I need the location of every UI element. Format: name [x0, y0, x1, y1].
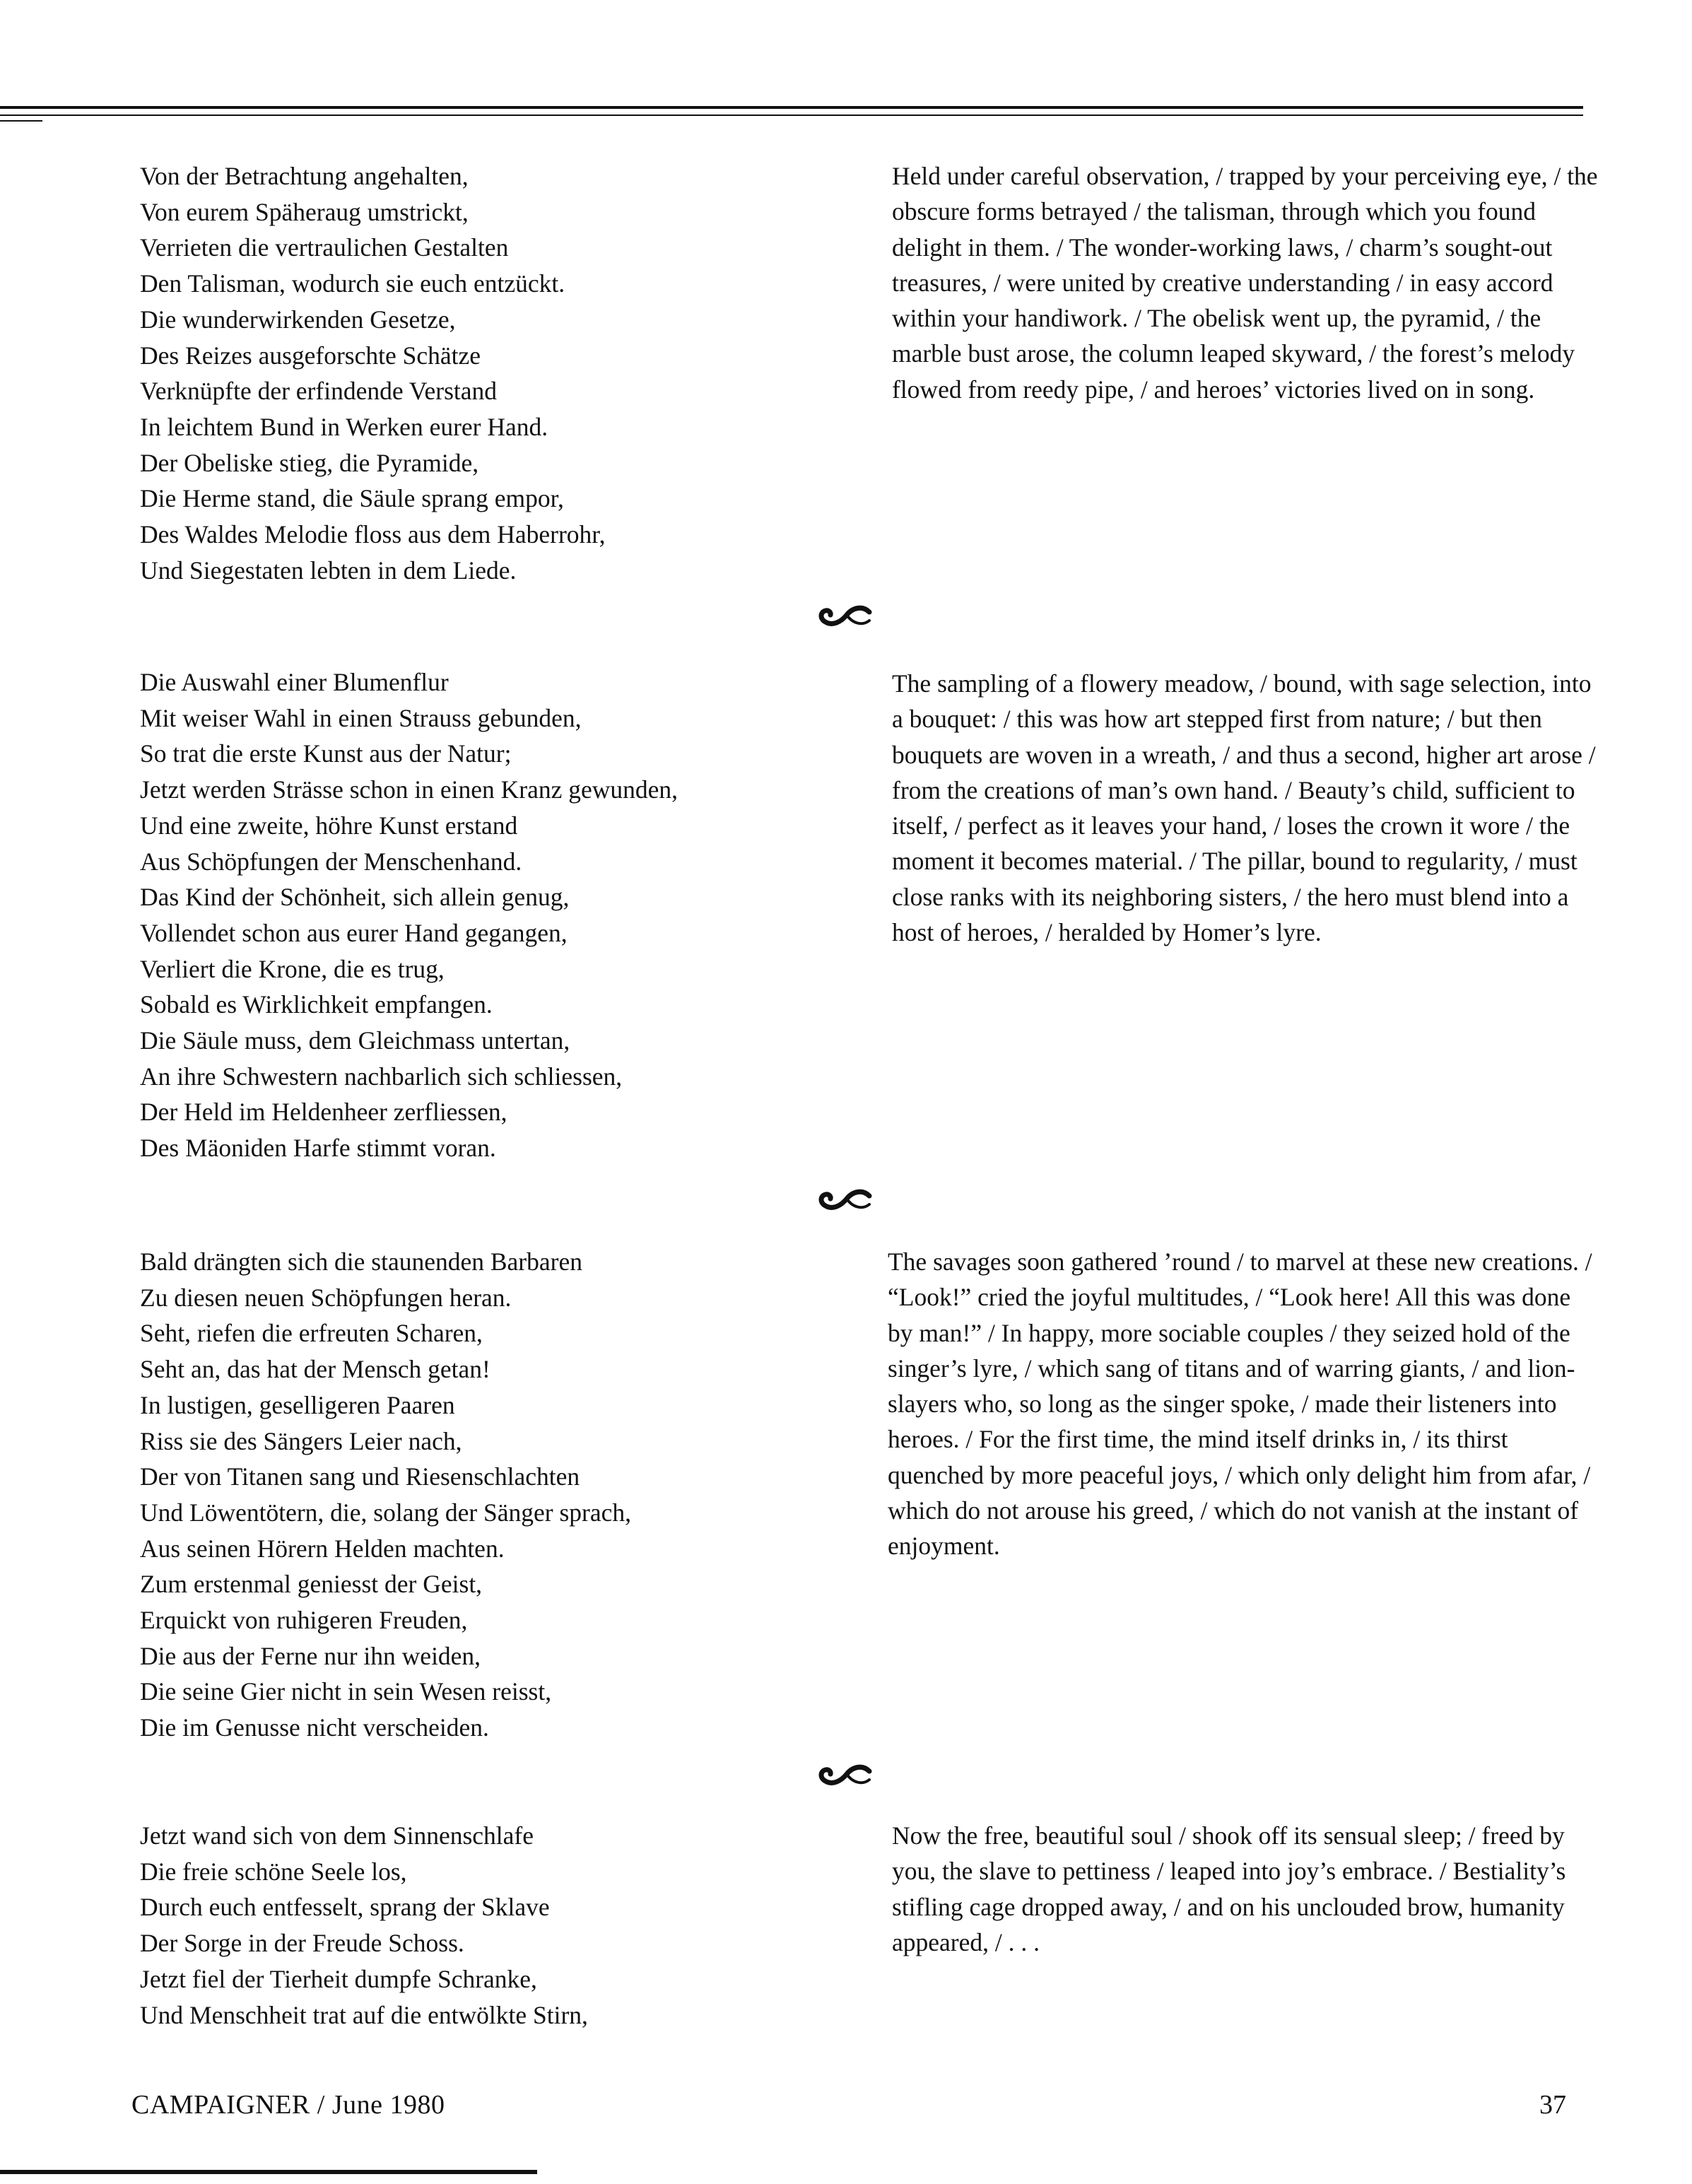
verse-line: Und Siegestaten lebten in dem Liede.: [140, 556, 517, 585]
verse-line: An ihre Schwestern nachbarlich sich schliessen,: [140, 1062, 623, 1091]
page-number: 37: [1539, 2090, 1566, 2120]
verse-line: Der Obeliske stieg, die Pyramide,: [140, 448, 479, 477]
verse-line: Bald drängten sich die staunenden Barbaren: [140, 1247, 582, 1276]
verse-line: Und Menschheit trat auf die entwölkte Stirn,: [140, 2000, 588, 2029]
verse-line: Jetzt fiel der Tierheit dumpfe Schranke,: [140, 1964, 537, 1993]
verse-line: Der Sorge in der Freude Schoss.: [140, 1929, 464, 1958]
verse-line: Riss sie des Sängers Leier nach,: [140, 1426, 462, 1455]
verse-line: Die aus der Ferne nur ihn weiden,: [140, 1641, 481, 1670]
verse-line: Und eine zweite, höhre Kunst erstand: [140, 811, 518, 840]
verse-line: Die Auswahl einer Blumenflur: [140, 668, 449, 696]
publication-footer: CAMPAIGNER / June 1980: [131, 2090, 445, 2120]
verse-line: Die Herme stand, die Säule sprang empor,: [140, 484, 564, 513]
top-rule: [0, 106, 1583, 109]
stanza-1-german: [140, 158, 847, 588]
stanza-4-german: [140, 1818, 847, 2033]
verse-line: Verknüpfte der erfindende Verstand: [140, 377, 498, 406]
stanza-3-english: [888, 1244, 1594, 1564]
verse-line: Den Talisman, wodurch sie euch entzückt.: [140, 269, 565, 298]
verse-line: Vollendet schon aus eurer Hand gegangen,: [140, 918, 568, 947]
verse-line: Die im Genusse nicht verscheiden.: [140, 1713, 489, 1742]
verse-line: Sobald es Wirklichkeit empfangen.: [140, 990, 493, 1019]
verse-line: Aus Schöpfungen der Menschenhand.: [140, 847, 522, 876]
translation-paragraph: Held under careful observation, / trapped by your perceiving eye, / the obscure forms betrayed / the talisman, through which you found delight in them. / The wonder-working laws, / charm’s sought-out treasures, / were united by creative understanding / in easy accord within your handiwork. / The obelisk went up, the pyramid, / the marble bust arose, the column leaped skyward, / the forest’s melody flowed from reedy pipe, / and heroes’ victories lived on in song.: [892, 162, 1598, 404]
verse-line: Und Löwentötern, die, solang der Sänger sprach,: [140, 1498, 632, 1527]
translation-paragraph: Now the free, beautiful soul / shook off its sensual sleep; / freed by you, the slave to pettiness / leaped into joy’s embrace. / Bestiality’s stifling cage dropped away, / and on his unclouded brow, humanity appeared, / . . .: [892, 1821, 1566, 1956]
stanza-2-german: [140, 664, 847, 1166]
verse-line: In lustigen, geselligeren Paaren: [140, 1390, 455, 1419]
verse-line: Zum erstenmal geniesst der Geist,: [140, 1570, 483, 1599]
swash-ornament-icon: [813, 1761, 876, 1792]
verse-line: Das Kind der Schönheit, sich allein genug,: [140, 883, 570, 912]
verse-line: Verrieten die vertraulichen Gestalten: [140, 233, 509, 262]
verse-line: Jetzt wand sich von dem Sinnenschlafe: [140, 1821, 534, 1850]
swash-ornament-icon: [813, 602, 876, 633]
verse-line: Zu diesen neuen Schöpfungen heran.: [140, 1283, 512, 1312]
stanza-1-english: [892, 158, 1599, 407]
verse-line: Verliert die Krone, die es trug,: [140, 954, 445, 983]
verse-line: Der von Titanen sang und Riesenschlachten: [140, 1462, 580, 1491]
bottom-rule: [0, 2170, 537, 2174]
top-rule-stub: [0, 120, 42, 122]
stanza-3-german: [140, 1244, 847, 1746]
verse-line: So trat die erste Kunst aus der Natur;: [140, 739, 512, 768]
translation-paragraph: The sampling of a flowery meadow, / bound, with sage selection, into a bouquet: / this was how art stepped first from nature; / but then bouquets are woven in a wreath, / and thus a second, higher art arose / from the creations of man’s own hand. / Beauty’s child, sufficient to itself, / perfect as it leaves your hand, / loses the crown it wore / the moment it becomes material. / The pillar, bound to regularity, / must close ranks with its neighboring sisters, / the hero must blend into a host of heroes, / heralded by Homer’s lyre.: [892, 669, 1596, 947]
verse-line: Des Waldes Melodie floss aus dem Haberrohr,: [140, 520, 606, 549]
translation-paragraph: The savages soon gathered ’round / to marvel at these new creations. / “Look!” cried the joyful multitudes, / “Look here! All this was done by man!” / In happy, more sociable couples / they seized hold of the singer’s lyre, / which sang of titans and of warring giants, / and lion-slayers who, so long as the singer spoke, / made their listeners into heroes. / For the first time, the mind itself drinks in, / its thirst quenched by more peaceful joys, / which only delight him from afar, / which do not arouse his greed, / which do not vanish at the instant of enjoyment.: [888, 1247, 1592, 1561]
verse-line: Die seine Gier nicht in sein Wesen reisst,: [140, 1677, 552, 1706]
verse-line: Jetzt werden Strässe schon in einen Kranz gewunden,: [140, 775, 678, 804]
swash-ornament-icon: [813, 1186, 876, 1217]
verse-line: Die wunderwirkenden Gesetze,: [140, 305, 456, 334]
verse-line: Erquickt von ruhigeren Freuden,: [140, 1606, 468, 1635]
verse-line: Durch euch entfesselt, sprang der Sklave: [140, 1893, 550, 1922]
verse-line: Mit weiser Wahl in einen Strauss gebunden,: [140, 703, 582, 732]
verse-line: In leichtem Bund in Werken eurer Hand.: [140, 412, 548, 441]
verse-line: Von der Betrachtung angehalten,: [140, 162, 469, 190]
verse-line: Seht, riefen die erfreuten Scharen,: [140, 1319, 483, 1348]
stanza-4-english: [892, 1818, 1599, 1960]
verse-line: Die freie schöne Seele los,: [140, 1857, 407, 1886]
verse-line: Aus seinen Hörern Helden machten.: [140, 1534, 505, 1563]
verse-line: Des Mäoniden Harfe stimmt voran.: [140, 1134, 496, 1163]
verse-line: Die Säule muss, dem Gleichmass untertan,: [140, 1026, 570, 1055]
verse-line: Seht an, das hat der Mensch getan!: [140, 1355, 490, 1384]
verse-line: Des Reizes ausgeforschte Schätze: [140, 341, 481, 370]
verse-line: Der Held im Heldenheer zerfliessen,: [140, 1098, 507, 1127]
stanza-2-english: [892, 666, 1599, 950]
top-rule-thin: [0, 115, 1583, 116]
verse-line: Von eurem Späheraug umstrickt,: [140, 197, 469, 226]
